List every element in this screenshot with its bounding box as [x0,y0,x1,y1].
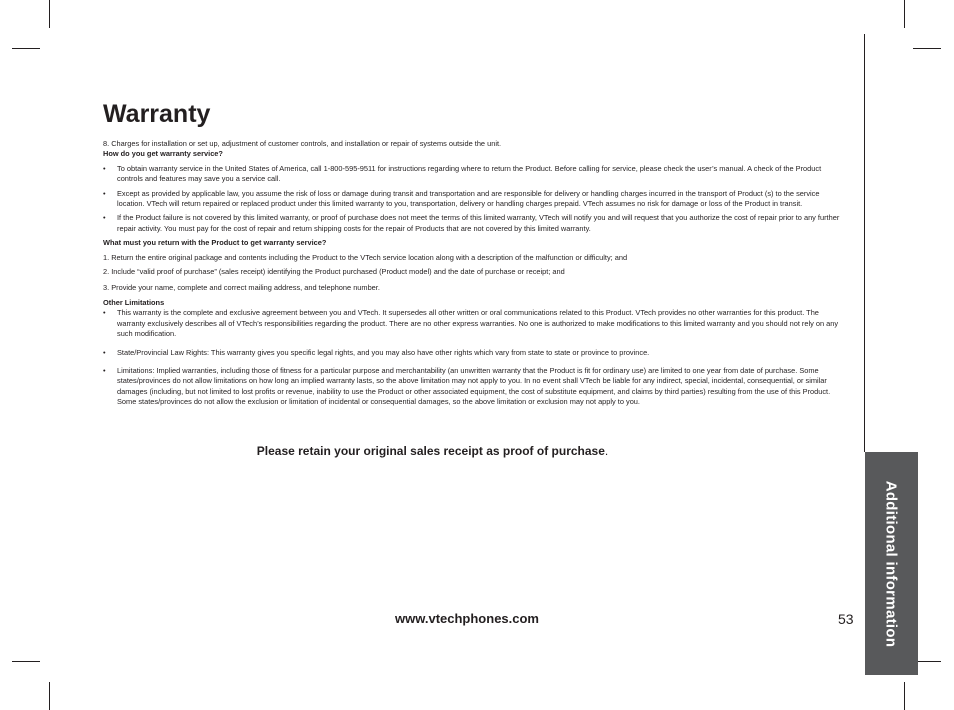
list-item-text: Limitations: Implied warranties, including those of fitness for a particular purpose and merchantability (an unwritten warranty that the Product is fit for ordinary use) are limited to one year from date of purchase. Some states/provinces do not allow limitations on how long an implied warranty lasts, so the above limitation may not apply to you. In no event shall VTech be liable for any indirect, special, incidental, consequential, or similar damages (including, but not limited to lost profits or revenue, inability to use the Product or other associated equipment, the cost of substitute equipment, and claims by third parties) resulting from the use of this Product. Some states/provinces do not allow the exclusion or limitation of incidental or consequential damages, so the above limitation or exclusion may not apply to you. [117,365,831,407]
crop-mark [904,682,905,710]
return-step: 3. Provide your name, complete and correct mailing address, and telephone number. [103,283,380,293]
crop-mark [904,0,905,28]
retain-receipt-text: Please retain your original sales receipt as proof of purchase [256,444,605,458]
retain-receipt-period: . [604,444,609,458]
section-heading-return: What must you return with the Product to get warranty service? [103,238,327,248]
page-number: 53 [838,611,854,627]
crop-mark [49,0,50,28]
list-item-text: State/Provincial Law Rights: This warranty gives you specific legal rights, and you may also have other rights which vary from state to state or province to province. [117,347,650,357]
side-tab [865,452,918,675]
bullet: • [103,347,106,357]
return-step: 1. Return the entire original package and contents including the Product to the VTech service location along with a description of the malfunction or difficulty; and [103,252,628,262]
list-item-text: If the Product failure is not covered by this limited warranty, or proof of purchase does not meet the terms of this limited warranty, VTech will notify you and will request that you authorize the cost of repair prior to any further repair activity. You must pay for the cost of repair and return shipping costs for the repair of Products that are not covered by this limited warranty. [117,213,840,233]
list-item [103,189,848,210]
list-item-text: This warranty is the complete and exclusive agreement between you and VTech. It supersedes all other written or oral communications related to this Product. VTech provides no other warranties for this product. The warranty exclusively describes all of VTech’s responsibilities regarding the product. There are no other express warranties. No one is authorized to make modifications to this limited warranty and you should not rely on any such modification. [117,308,839,339]
bullet: • [103,163,106,173]
list-item [103,308,848,339]
list-item-text: Except as provided by applicable law, you assume the risk of loss or damage during transit and transportation and are responsible for delivery or handling charges incurred in the transport of Product (s) to the service location. VTech will return repaired or replaced product under this limited warranty to you, transportation, delivery or handling charges prepaid. VTech assumes no risk for damage or loss of the Product in transit. [117,188,820,209]
website-url: www.vtechphones.com [395,611,539,626]
list-item [103,366,848,408]
bullet: • [103,308,106,318]
bullet: • [103,213,106,223]
warranty-body [103,139,848,408]
bullet: • [103,365,106,375]
crop-mark [49,682,50,710]
crop-mark [12,48,40,49]
crop-mark [12,661,40,662]
section-heading-other: Other Limitations [103,297,165,307]
list-item [103,348,848,358]
list-item [103,213,848,234]
exclusion-item-8: 8. Charges for installation or set up, adjustment of customer controls, and installation or repair of systems outside the unit. [103,139,502,148]
retain-receipt-notice [0,444,865,458]
side-rule [864,34,865,452]
return-step: 2. Include “valid proof of purchase” (sales receipt) identifying the Product purchased (Product model) and the date of purchase or receipt; and [103,267,565,277]
crop-mark [913,48,941,49]
list-item-text: To obtain warranty service in the United States of America, call 1-800-595-9511 for instructions regarding where to return the Product. Before calling for service, please check the user’s manual. A check of the Product controls and features may save you a service call. [117,163,822,184]
page-title: Warranty [103,100,211,128]
bullet: • [103,188,106,198]
side-tab-label: Additional information [882,480,900,648]
section-heading-how: How do you get warranty service? [103,149,223,159]
list-item [103,164,848,185]
